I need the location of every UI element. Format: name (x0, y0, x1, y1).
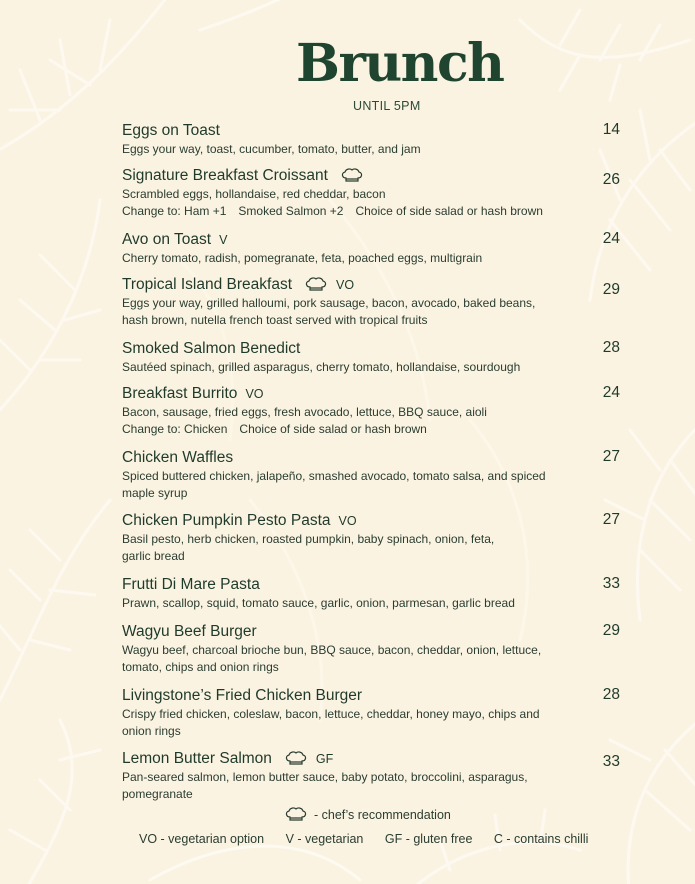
description-line: Eggs your way, grilled halloumi, pork sausage, bacon, avocado, baked beans, (122, 296, 536, 310)
description-line: Eggs your way, toast, cucumber, tomato, butter, and jam (122, 142, 421, 156)
chef-hat-icon (284, 807, 308, 823)
description-line: hash brown, nutella french toast served with tropical fruits (122, 313, 428, 327)
description-line: pomegranate (122, 787, 193, 801)
dietary-legend (139, 832, 606, 846)
legend-code: C - contains chilli (493, 832, 589, 846)
chef-hat-icon (284, 751, 308, 767)
item-name: Tropical Island Breakfast (122, 276, 293, 293)
item-description (122, 642, 592, 676)
menu-item (122, 166, 620, 220)
item-description (122, 706, 592, 740)
description-line: tomato, chips and onion rings (122, 660, 279, 674)
item-name: Signature Breakfast Croissant (122, 167, 328, 184)
item-name: Eggs on Toast (122, 122, 220, 139)
description-line: Scrambled eggs, hollandaise, red cheddar, bacon (122, 187, 386, 201)
item-description (122, 468, 572, 502)
item-description (122, 141, 572, 158)
description-line: Cherry tomato, radish, pomegranate, feta, poached eggs, multigrain (122, 251, 483, 265)
dietary-tag: GF (315, 752, 334, 766)
menu-item (122, 121, 620, 158)
item-name: Chicken Pumpkin Pesto Pasta (122, 512, 331, 529)
dietary-tag: VO (338, 514, 357, 528)
option-text: Smoked Salmon +2 (238, 204, 344, 218)
item-name: Smoked Salmon Benedict (122, 340, 301, 357)
item-name: Avo on Toast (122, 231, 212, 248)
description-line: Crispy fried chicken, coleslaw, bacon, lettuce, cheddar, honey mayo, chips and (122, 707, 540, 721)
item-description (122, 595, 592, 612)
item-options (122, 421, 572, 438)
item-description (122, 531, 572, 565)
description-line: Prawn, scallop, squid, tomato sauce, garlic, onion, parmesan, garlic bread (122, 596, 515, 610)
dietary-tag: VO (336, 278, 355, 292)
option-text: Change to: Ham +1 (122, 204, 227, 218)
chef-hat-icon (340, 168, 364, 184)
description-line: Basil pesto, herb chicken, roasted pumpkin, baby spinach, onion, feta, (122, 532, 495, 546)
legend-code: V - vegetarian (285, 832, 364, 846)
description-line: Spiced buttered chicken, jalapeño, smashed avocado, tomato salsa, and spiced (122, 469, 546, 483)
item-description (122, 359, 592, 376)
item-price: 33 (602, 575, 620, 592)
dietary-tag: VO (245, 387, 264, 401)
menu-item (122, 686, 620, 740)
item-description (122, 769, 592, 803)
description-line: Pan-seared salmon, lemon butter sauce, baby potato, broccolini, asparagus, (122, 770, 528, 784)
item-name: Breakfast Burrito (122, 385, 238, 402)
item-price: 14 (602, 121, 620, 138)
menu-item (122, 275, 620, 329)
description-line: garlic bread (122, 549, 185, 563)
item-price: 28 (602, 686, 620, 703)
item-price: 24 (602, 230, 620, 247)
item-price: 28 (602, 339, 620, 356)
item-price: 27 (602, 511, 620, 528)
legend-code: VO - vegetarian option (139, 832, 265, 846)
item-price: 29 (602, 622, 620, 639)
item-description (122, 404, 572, 438)
dietary-tag: V (219, 233, 228, 247)
description-line: Sautéed spinach, grilled asparagus, cherry tomato, hollandaise, sourdough (122, 360, 521, 374)
page-subtitle: UNTIL 5PM (353, 99, 421, 113)
item-price: 29 (602, 281, 620, 298)
menu-item (122, 384, 620, 438)
description-line: maple syrup (122, 486, 188, 500)
item-options (122, 203, 592, 220)
description-line: Bacon, sausage, fried eggs, fresh avocado, lettuce, BBQ sauce, aioli (122, 405, 487, 419)
item-price: 26 (602, 171, 620, 188)
chef-hat-icon (304, 277, 328, 293)
item-price: 27 (602, 448, 620, 465)
chef-recommendation-legend (284, 807, 451, 823)
menu-item (122, 749, 620, 803)
option-text: Change to: Chicken (122, 422, 228, 436)
item-name: Frutti Di Mare Pasta (122, 576, 260, 593)
description-line: Wagyu beef, charcoal brioche bun, BBQ sauce, bacon, cheddar, onion, lettuce, (122, 643, 542, 657)
page-title: Brunch (296, 33, 504, 94)
option-text: Choice of side salad or hash brown (239, 422, 427, 436)
option-text: Choice of side salad or hash brown (355, 204, 543, 218)
item-name: Livingstone’s Fried Chicken Burger (122, 687, 363, 704)
menu-item (122, 575, 620, 612)
menu-item (122, 230, 620, 267)
description-line: onion rings (122, 724, 181, 738)
menu-item (122, 448, 620, 502)
legend-text: - chef’s recommendation (314, 808, 451, 822)
menu-item (122, 511, 620, 565)
item-name: Wagyu Beef Burger (122, 623, 257, 640)
item-price: 33 (602, 753, 620, 770)
menu-item (122, 339, 620, 376)
item-price: 24 (602, 384, 620, 401)
item-description (122, 250, 572, 267)
menu-item (122, 622, 620, 676)
item-name: Chicken Waffles (122, 449, 234, 466)
legend-code: GF - gluten free (384, 832, 473, 846)
item-description (122, 295, 572, 329)
item-name: Lemon Butter Salmon (122, 750, 272, 767)
item-description (122, 186, 592, 220)
